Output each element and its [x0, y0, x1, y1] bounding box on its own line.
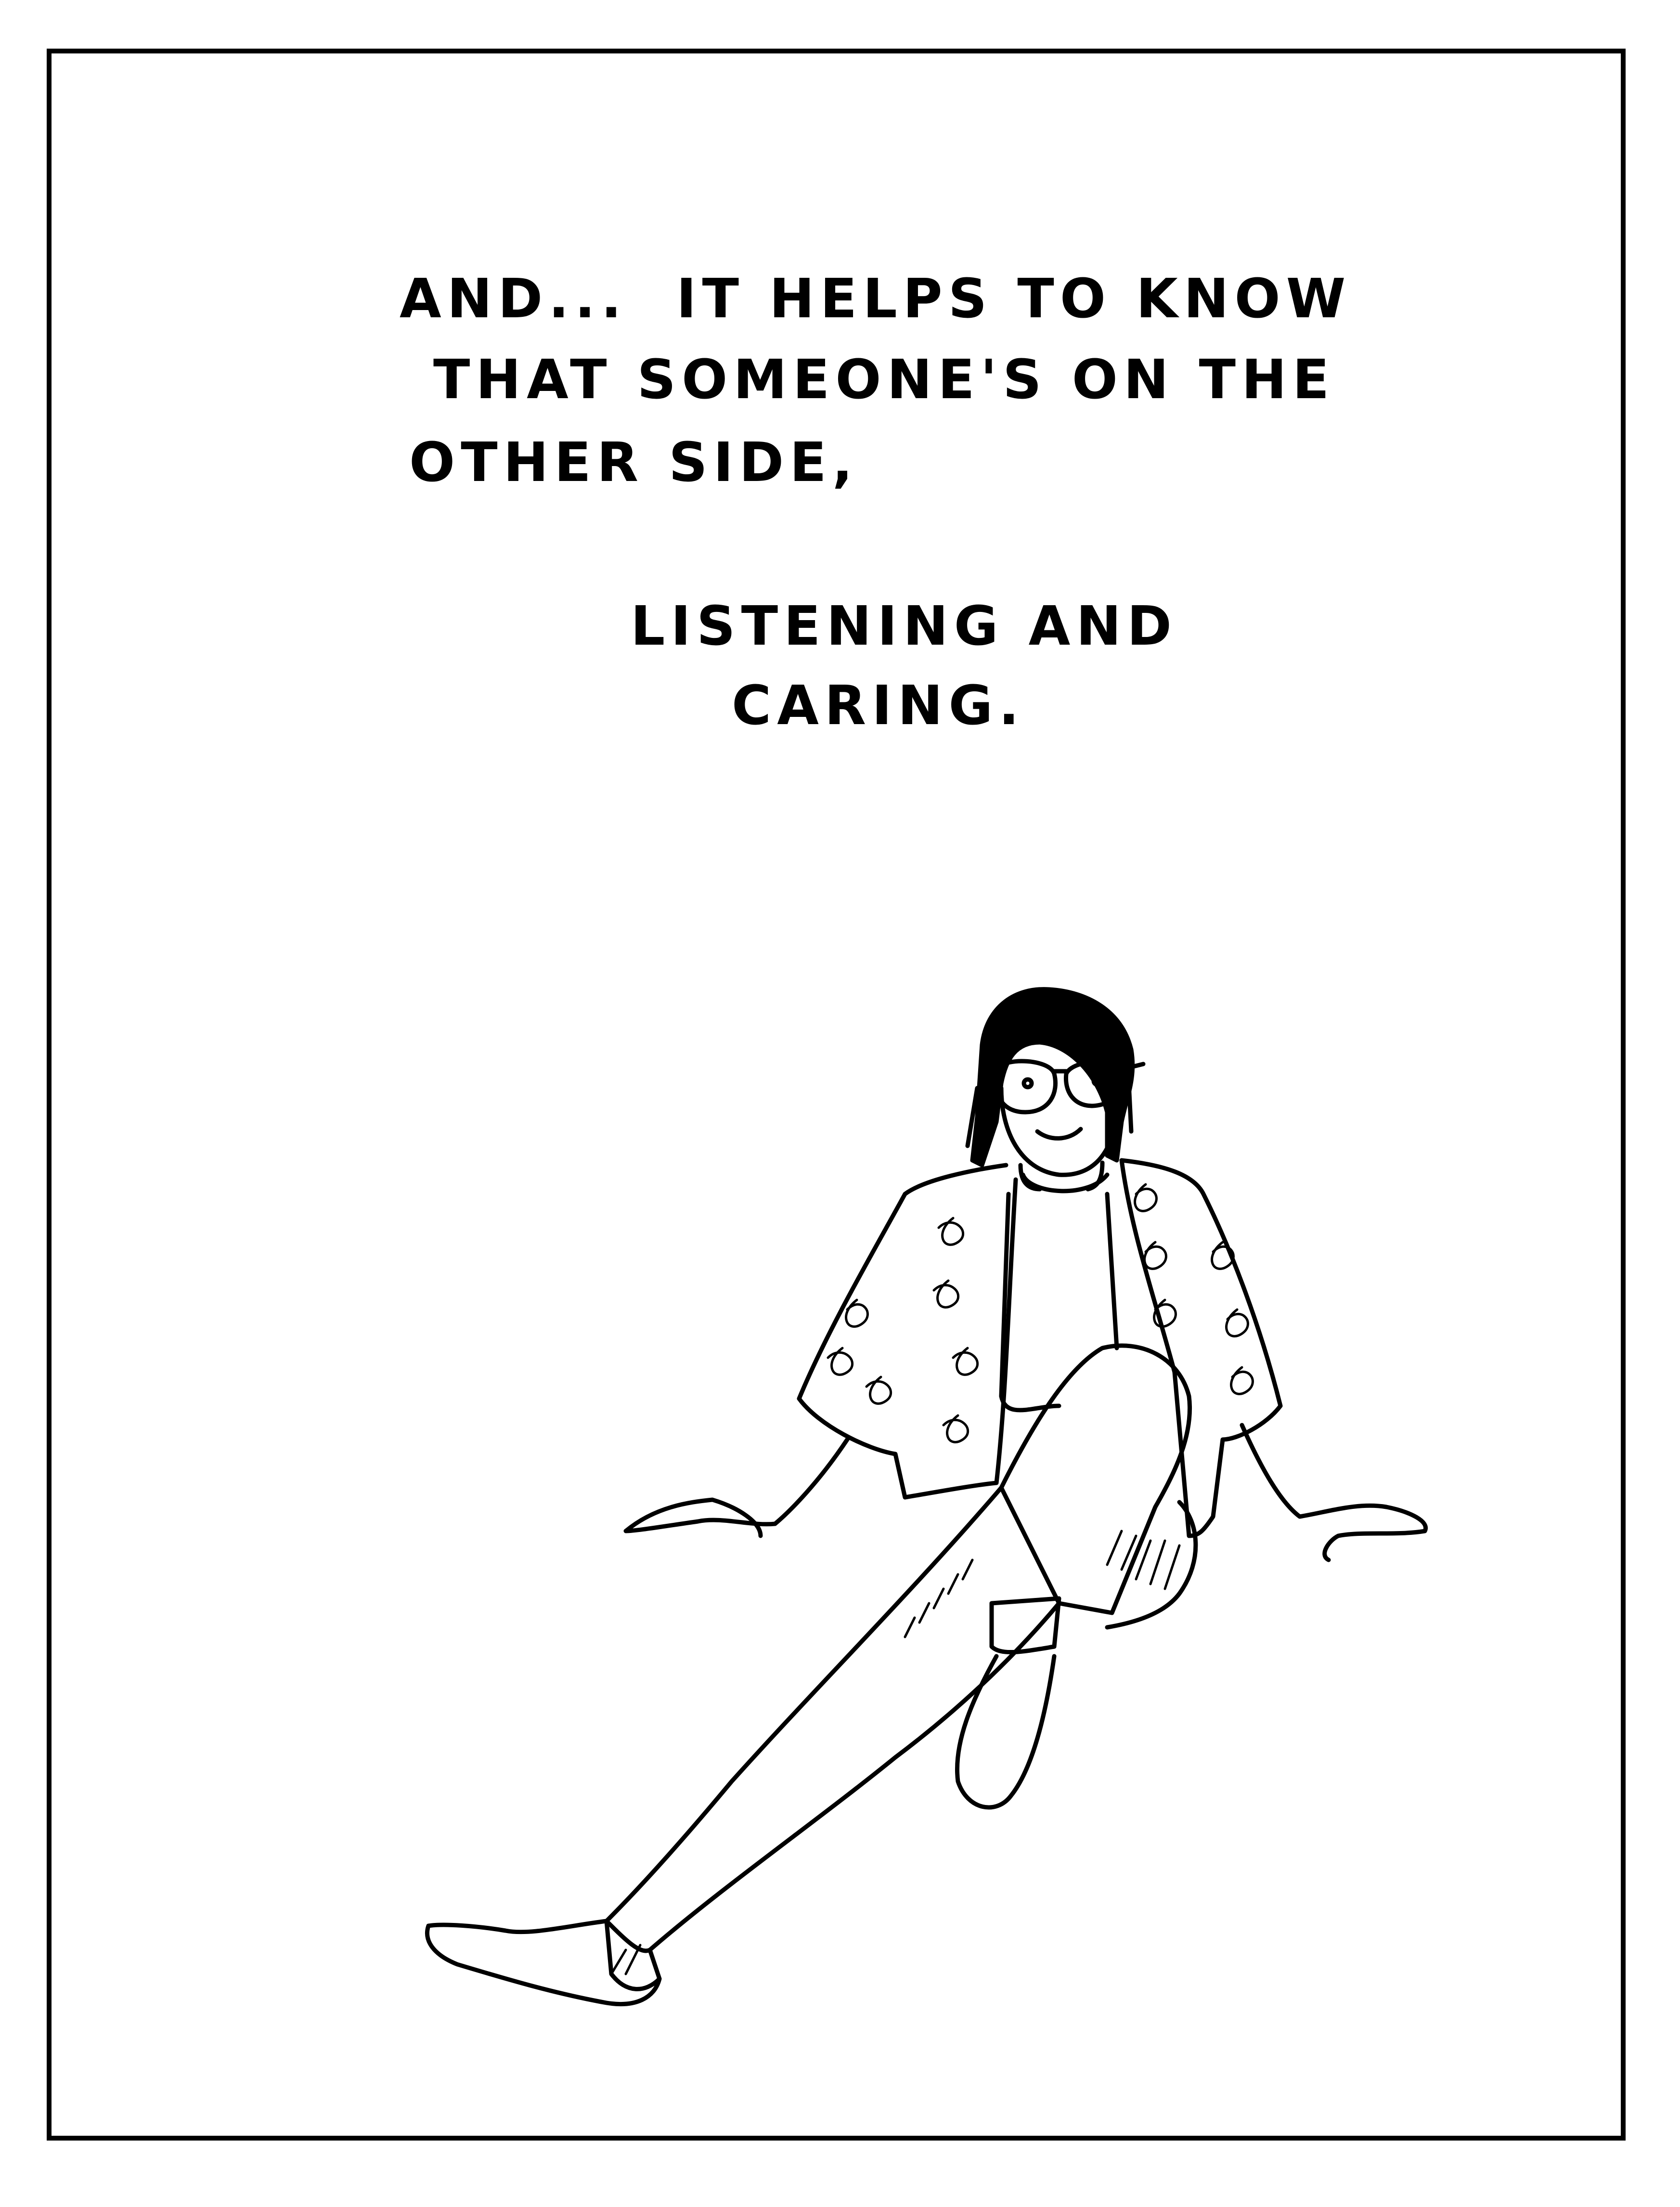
caption-line-3: OTHER SIDE, — [409, 431, 859, 494]
caption-line-2: THAT SOMEONE'S ON THE — [433, 349, 1335, 411]
caption-line-1: AND... IT HELPS TO KNOW — [400, 268, 1352, 330]
caption-line-5: CARING. — [732, 675, 1025, 737]
caption-line-4: LISTENING AND — [631, 595, 1178, 658]
torso — [1001, 1175, 1117, 1410]
extended-leg — [427, 1488, 1060, 2004]
jacket — [799, 1160, 1280, 1536]
bent-leg — [957, 1346, 1195, 1807]
